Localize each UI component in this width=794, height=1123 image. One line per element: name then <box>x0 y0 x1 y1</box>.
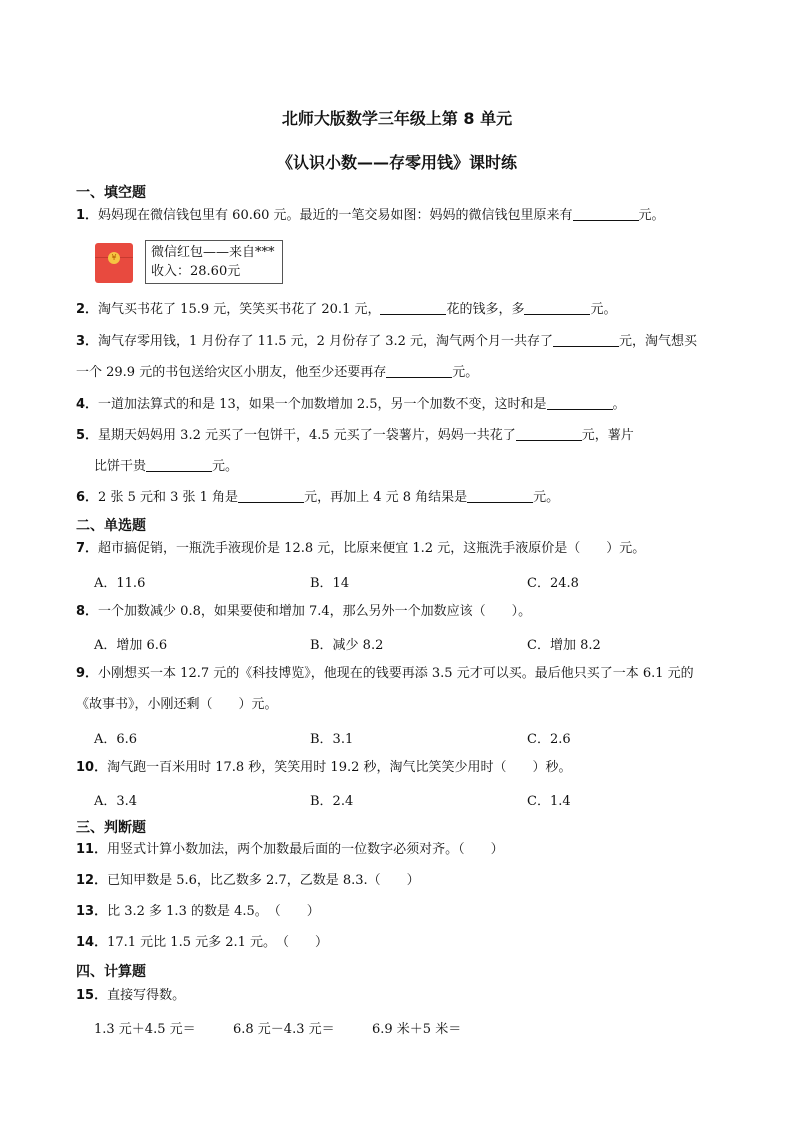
question-4: 4．一道加法算式的和是 13，如果一个加数增加 2.5，另一个加数不变，这时和是 。 <box>76 397 626 412</box>
option-b[interactable]: B．14 <box>310 576 350 591</box>
section-calculation: 四、计算题 <box>76 964 146 980</box>
transaction-amount: 收入：28.60元 <box>151 264 241 279</box>
question-7: 7．超市搞促销，一瓶洗手液现价是 12.8 元，比原来便宜 1.2 元，这瓶洗手液原价是（ ）元。 <box>76 541 646 556</box>
option-c[interactable]: C．24.8 <box>527 576 579 591</box>
question-3-cont: 一个 29.9 元的书包送给灾区小朋友，他至少还要再存 元。 <box>76 365 479 380</box>
question-3: 3．淘气存零用钱，1 月份存了 11.5 元，2 月份存了 3.2 元，淘气两个月一共存了 元，淘气想买 <box>76 334 698 349</box>
question-9: 9．小刚想买一本 12.7 元的《科技博览》，他现在的钱要再添 3.5 元才可以买。最后他只买了一本 6.1 元的 <box>76 666 694 681</box>
transaction-source: 微信红包——来自*** <box>151 245 275 260</box>
question-11: 11．用竖式计算小数加法，两个加数最后面的一位数字必须对齐。（ ） <box>76 842 504 857</box>
answer-blank[interactable] <box>573 206 639 221</box>
question-5-cont: 比饼干贵 元。 <box>94 459 239 474</box>
option-c[interactable]: C．2.6 <box>527 732 571 747</box>
answer-blank[interactable] <box>516 426 582 441</box>
question-15: 15．直接写得数。 <box>76 988 186 1003</box>
calc-item: 1.3 元＋4.5 元＝ <box>94 1022 196 1037</box>
red-packet-icon <box>95 243 133 283</box>
question-1: 1．妈妈现在微信钱包里有 60.60 元。最近的一笔交易如图：妈妈的微信钱包里原来有 元。 <box>76 208 665 223</box>
answer-blank[interactable] <box>380 300 446 315</box>
question-8: 8．一个加数减少 0.8，如果要使和增加 7.4，那么另外一个加数应该（ ）。 <box>76 604 532 619</box>
option-a[interactable]: A．3.4 <box>94 794 138 809</box>
option-b[interactable]: B．3.1 <box>310 732 354 747</box>
answer-blank[interactable] <box>238 488 304 503</box>
question-9-cont: 《故事书》，小刚还剩（ ）元。 <box>76 697 278 712</box>
calc-item: 6.9 米＋5 米＝ <box>372 1022 462 1037</box>
page-subtitle: 《认识小数——存零用钱》课时练 <box>276 153 517 172</box>
section-fill-blank: 一、填空题 <box>76 185 146 201</box>
question-14: 14．17.1 元比 1.5 元多 2.1 元。 （ ） <box>76 935 329 950</box>
option-b[interactable]: B．2.4 <box>310 794 354 809</box>
answer-blank[interactable] <box>386 363 452 378</box>
answer-blank[interactable] <box>547 395 613 410</box>
section-true-false: 三、判断题 <box>76 820 146 836</box>
calc-item: 6.8 元－4.3 元＝ <box>233 1022 335 1037</box>
question-10: 10．淘气跑一百米用时 17.8 秒，笑笑用时 19.2 秒，淘气比笑笑少用时（ ）秒。 <box>76 760 572 775</box>
option-c[interactable]: C．增加 8.2 <box>527 638 601 653</box>
question-number: 1． <box>76 208 99 223</box>
question-12: 12．已知甲数是 5.6，比乙数多 2.7，乙数是 8.3.（ ） <box>76 873 420 888</box>
answer-blank[interactable] <box>553 332 619 347</box>
section-single-choice: 二、单选题 <box>76 518 146 534</box>
option-a[interactable]: A．增加 6.6 <box>94 638 168 653</box>
coin-icon: ¥ <box>108 252 120 264</box>
option-a[interactable]: A．11.6 <box>94 576 146 591</box>
answer-blank[interactable] <box>146 457 212 472</box>
wechat-transaction-box <box>145 240 283 284</box>
question-2: 2．淘气买书花了 15.9 元，笑笑买书花了 20.1 元， 花的钱多，多 元。 <box>76 302 617 317</box>
option-c[interactable]: C．1.4 <box>527 794 571 809</box>
option-b[interactable]: B．减少 8.2 <box>310 638 384 653</box>
question-5: 5．星期天妈妈用 3.2 元买了一包饼干，4.5 元买了一袋薯片，妈妈一共花了 元，薯片 <box>76 428 634 443</box>
page-title: 北师大版数学三年级上第 8 单元 <box>281 109 513 128</box>
answer-blank[interactable] <box>524 300 590 315</box>
answer-blank[interactable] <box>467 488 533 503</box>
question-13: 13．比 3.2 多 1.3 的数是 4.5。 （ ） <box>76 904 320 919</box>
question-6: 6．2 张 5 元和 3 张 1 角是 元，再加上 4 元 8 角结果是 元。 <box>76 490 560 505</box>
option-a[interactable]: A．6.6 <box>94 732 138 747</box>
